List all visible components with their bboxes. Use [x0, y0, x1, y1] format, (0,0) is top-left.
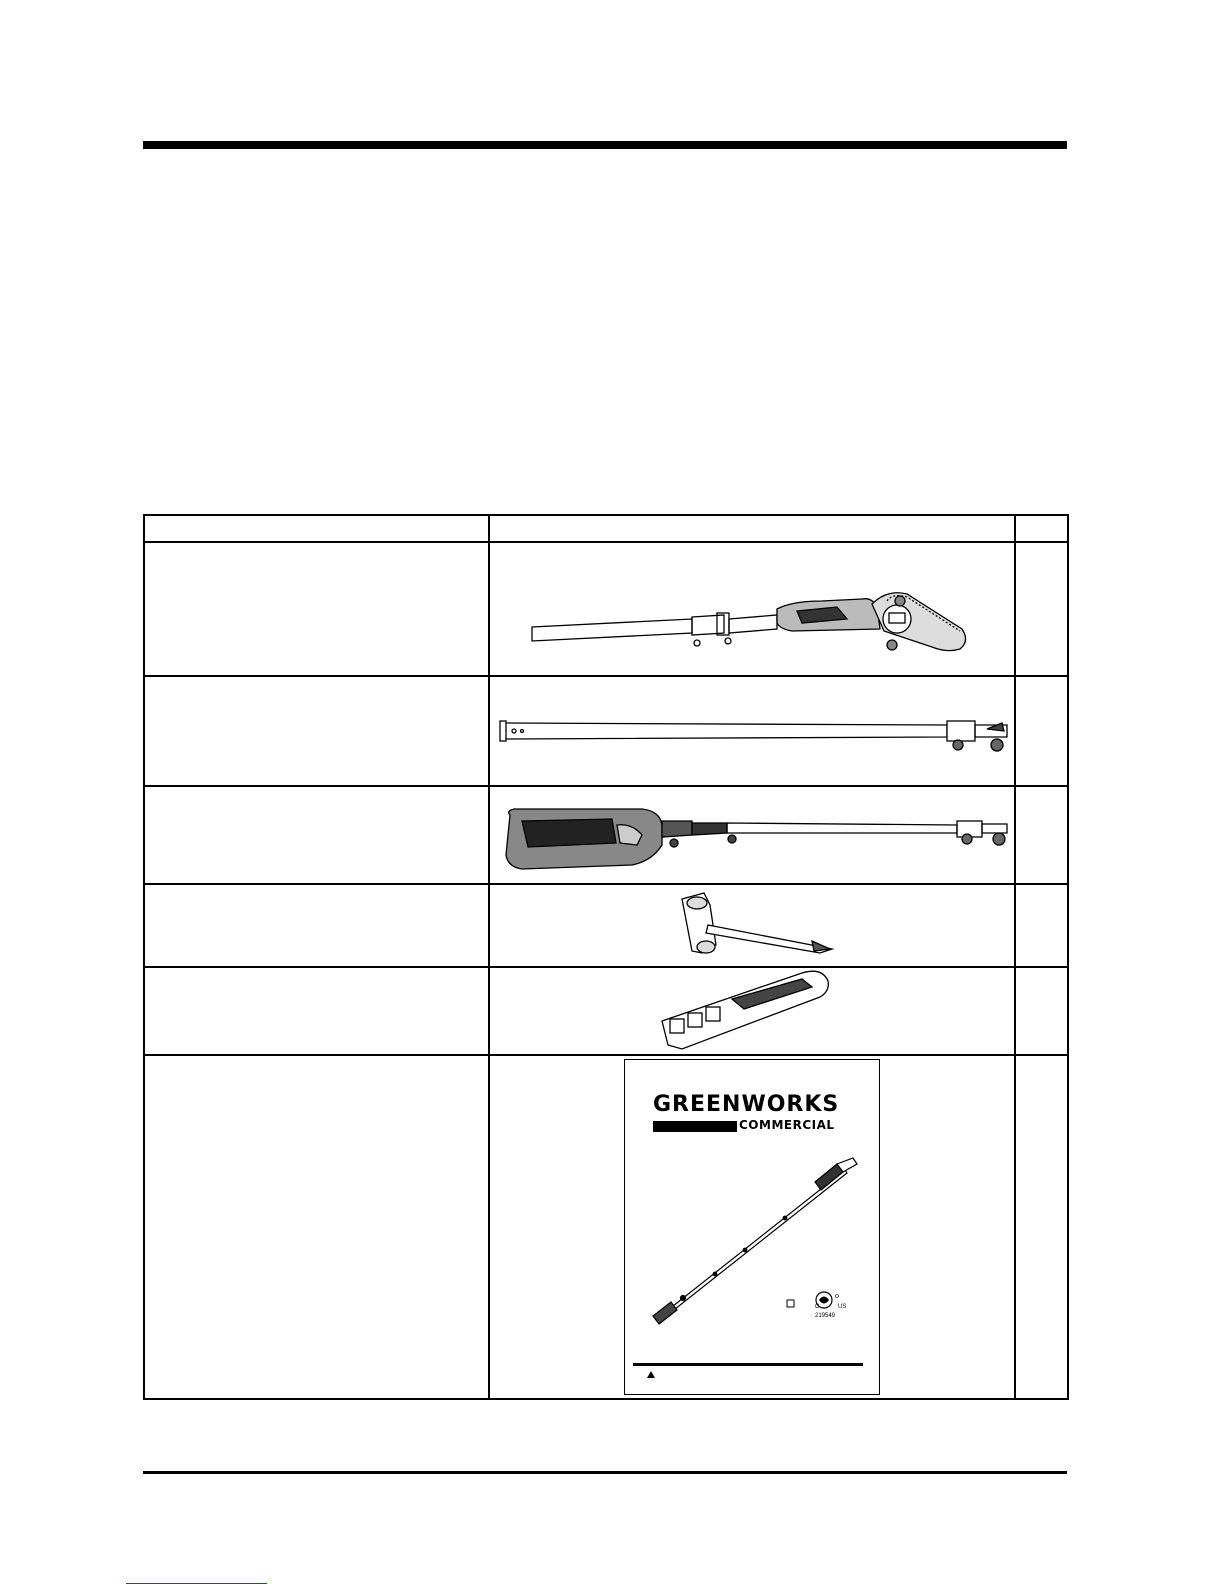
part-qty-cell	[1015, 542, 1068, 676]
manual-footer-rule	[633, 1363, 863, 1366]
part-qty-cell	[1015, 884, 1068, 967]
part-qty-cell	[1015, 676, 1068, 786]
bar-cover-icon	[652, 969, 852, 1053]
column-header-qty	[1015, 515, 1068, 542]
table-header-row	[144, 515, 1068, 542]
cert-number: 219549	[815, 1313, 836, 1319]
manual-sub-brand: COMMERCIAL	[739, 1118, 835, 1132]
csa-certification-mark	[816, 1292, 839, 1308]
operator-manual-icon	[624, 1059, 880, 1395]
part-image-cell	[489, 884, 1015, 967]
part-image-cell	[489, 676, 1015, 786]
table-row	[144, 967, 1068, 1055]
part-image-cell	[489, 1055, 1015, 1399]
part-image-cell	[489, 542, 1015, 676]
part-image-cell	[489, 786, 1015, 884]
top-rule	[143, 141, 1067, 149]
part-image-cell	[489, 967, 1015, 1055]
part-name-cell	[144, 542, 489, 676]
table-row	[144, 1055, 1068, 1399]
manual-cover-illustration	[625, 1060, 879, 1394]
cert-us-label: US	[838, 1304, 847, 1310]
manual-brand-name: GREENWORKS	[653, 1092, 840, 1117]
table-row	[144, 786, 1068, 884]
power-handle-icon	[492, 795, 1012, 875]
bottom-rule	[143, 1471, 1067, 1474]
part-name-cell	[144, 1055, 489, 1399]
table-row	[144, 884, 1068, 967]
part-qty-cell	[1015, 1055, 1068, 1399]
parts-table	[143, 514, 1069, 1400]
part-name-cell	[144, 786, 489, 884]
column-header-image	[489, 515, 1015, 542]
table-row	[144, 676, 1068, 786]
part-name-cell	[144, 676, 489, 786]
extension-pole-icon	[492, 701, 1012, 761]
pole-saw-head-icon	[492, 549, 1012, 669]
part-qty-cell	[1015, 786, 1068, 884]
part-name-cell	[144, 884, 489, 967]
wrench-icon	[652, 889, 852, 963]
part-qty-cell	[1015, 967, 1068, 1055]
cert-c-label: C	[815, 1304, 820, 1310]
table-row	[144, 542, 1068, 676]
part-name-cell	[144, 967, 489, 1055]
footer-link[interactable]	[126, 1583, 267, 1584]
column-header-part	[144, 515, 489, 542]
